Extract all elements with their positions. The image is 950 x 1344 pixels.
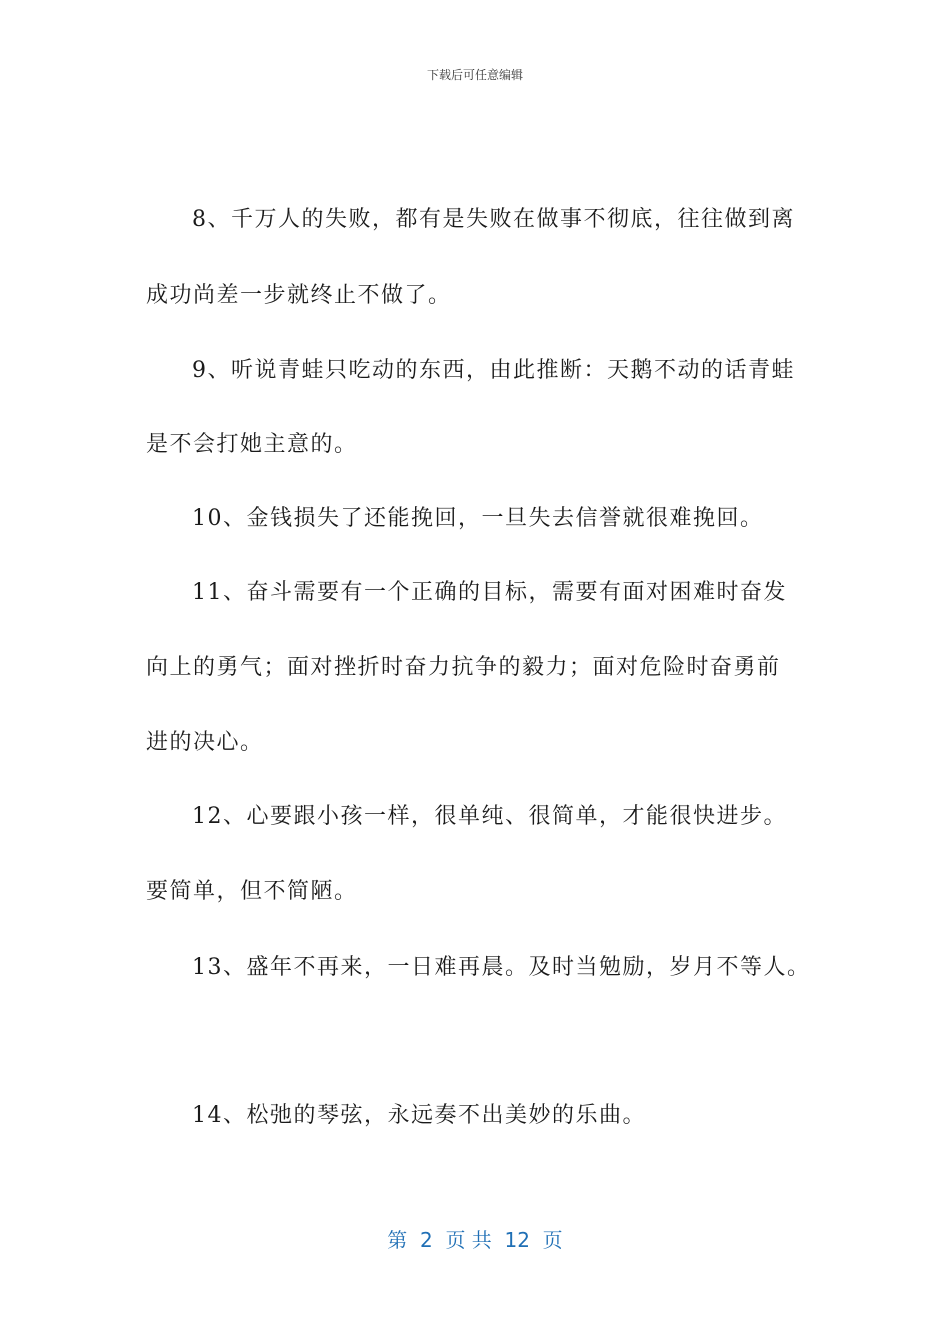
paragraph-8-line-2: 成功尚差一步就终止不做了。 [146, 283, 452, 308]
paragraph-11-line-1: 11、奋斗需要有一个正确的目标，需要有面对困难时奋发 [192, 580, 787, 605]
paragraph-13-line-1: 13、盛年不再来，一日难再晨。及时当勉励，岁月不等人。 [192, 955, 811, 980]
paragraph-11-line-2: 向上的勇气；面对挫折时奋力抗争的毅力；面对危险时奋勇前 [146, 655, 781, 680]
paragraph-8-line-1: 8、千万人的失败，都有是失败在做事不彻底，往往做到离 [192, 207, 795, 232]
header-note: 下载后可任意编辑 [426, 68, 523, 82]
paragraph-12-line-1: 12、心要跟小孩一样，很单纯、很简单，才能很快进步。 [192, 804, 787, 829]
paragraph-14-line-1: 14、松弛的琴弦，永远奏不出美妙的乐曲。 [192, 1103, 646, 1128]
paragraph-10-line-1: 10、金钱损失了还能挽回，一旦失去信誉就很难挽回。 [192, 506, 764, 531]
paragraph-9-line-1: 9、听说青蛙只吃动的东西，由此推断：天鹅不动的话青蛙 [192, 358, 795, 383]
paragraph-12-line-2: 要简单，但不简陋。 [146, 879, 358, 904]
paragraph-9-line-2: 是不会打她主意的。 [146, 432, 358, 457]
paragraph-11-line-3: 进的决心。 [146, 730, 264, 755]
page-number-footer: 第 2 页 共 12 页 [387, 1228, 563, 1252]
